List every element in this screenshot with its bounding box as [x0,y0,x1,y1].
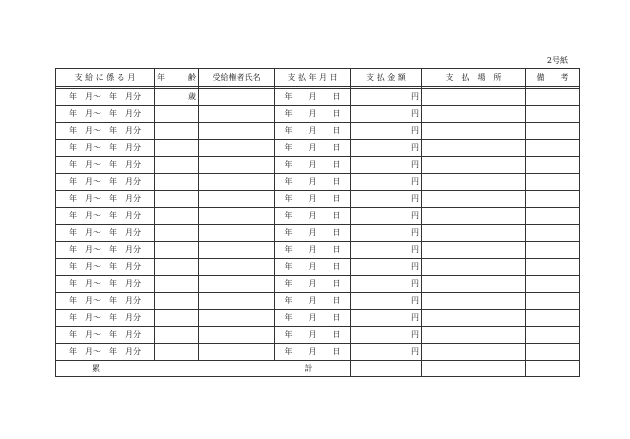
row-age-cell[interactable] [155,106,199,123]
payment-ledger-table [55,68,580,377]
header-place: 支 払 場 所 [422,69,526,87]
row-note-cell[interactable] [526,140,580,157]
row-month-cell: 年 月〜 年 月分 [56,242,155,259]
header-date: 支 払 年 月 日 [275,69,351,87]
row-name-cell[interactable] [199,225,275,242]
row-date-cell[interactable]: 年 月 日 [275,174,351,191]
row-place-cell[interactable] [422,293,526,310]
row-name-cell[interactable] [199,259,275,276]
row-place-cell[interactable] [422,276,526,293]
header-month: 支 給 に 係 る 月 [56,69,155,87]
table-row [56,208,580,225]
row-note-cell[interactable] [526,310,580,327]
row-name-cell[interactable] [199,106,275,123]
table-row [56,225,580,242]
table-row [56,123,580,140]
row-name-cell[interactable] [199,191,275,208]
row-age-cell[interactable] [155,123,199,140]
row-amount-cell[interactable]: 円 [351,157,422,174]
row-month-cell: 年 月〜 年 月分 [56,310,155,327]
table-row [56,344,580,361]
row-amount-cell[interactable]: 円 [351,123,422,140]
row-month-cell: 年 月〜 年 月分 [56,344,155,361]
table-row [56,89,580,106]
row-note-cell[interactable] [526,259,580,276]
row-date-cell[interactable]: 年 月 日 [275,208,351,225]
table-row [56,259,580,276]
row-age-cell[interactable] [155,208,199,225]
row-name-cell[interactable] [199,310,275,327]
row-month-cell: 年 月〜 年 月分 [56,191,155,208]
row-place-cell[interactable] [422,157,526,174]
row-age-cell[interactable] [155,191,199,208]
row-age-cell[interactable] [155,242,199,259]
row-note-cell[interactable] [526,123,580,140]
row-age-cell[interactable] [155,157,199,174]
row-month-cell: 年 月〜 年 月分 [56,327,155,344]
row-place-cell[interactable] [422,140,526,157]
header-amount: 支 払 金 額 [351,69,422,87]
table-row [56,191,580,208]
row-age-cell[interactable] [155,344,199,361]
row-month-cell: 年 月〜 年 月分 [56,106,155,123]
row-name-cell[interactable] [199,327,275,344]
form-number: 2号紙 [546,56,568,65]
row-name-cell[interactable] [199,208,275,225]
row-amount-cell[interactable]: 円 [351,242,422,259]
row-place-cell[interactable] [422,191,526,208]
row-amount-cell[interactable]: 円 [351,344,422,361]
row-place-cell[interactable] [422,225,526,242]
row-date-cell[interactable]: 年 月 日 [275,242,351,259]
row-amount-cell[interactable]: 円 [351,276,422,293]
row-note-cell[interactable] [526,89,580,106]
total-label-left: 累 [56,361,275,377]
row-amount-cell[interactable]: 円 [351,174,422,191]
row-amount-cell[interactable]: 円 [351,89,422,106]
row-age-cell[interactable] [155,140,199,157]
row-place-cell[interactable] [422,123,526,140]
row-note-cell[interactable] [526,225,580,242]
row-note-cell[interactable] [526,276,580,293]
table-row [56,174,580,191]
row-name-cell[interactable] [199,242,275,259]
header-age-right: 齢 [188,73,196,82]
total-note-cell [526,361,580,377]
table-row [56,242,580,259]
row-date-cell[interactable]: 年 月 日 [275,225,351,242]
row-date-cell[interactable]: 年 月 日 [275,106,351,123]
total-amount-cell [351,361,422,377]
row-age-cell[interactable] [155,174,199,191]
row-name-cell[interactable] [199,157,275,174]
row-name-cell[interactable] [199,123,275,140]
row-name-cell[interactable] [199,140,275,157]
row-date-cell[interactable]: 年 月 日 [275,191,351,208]
row-amount-cell[interactable]: 円 [351,106,422,123]
ledger-body [56,87,580,361]
row-amount-cell[interactable]: 円 [351,259,422,276]
row-amount-cell[interactable]: 円 [351,327,422,344]
row-date-cell[interactable]: 年 月 日 [275,140,351,157]
row-note-cell[interactable] [526,157,580,174]
row-place-cell[interactable] [422,259,526,276]
row-age-cell[interactable] [155,276,199,293]
row-date-cell[interactable]: 年 月 日 [275,293,351,310]
row-amount-cell[interactable]: 円 [351,293,422,310]
row-age-cell[interactable] [155,225,199,242]
row-date-cell[interactable]: 年 月 日 [275,259,351,276]
row-place-cell[interactable] [422,344,526,361]
row-place-cell[interactable] [422,106,526,123]
row-month-cell: 年 月〜 年 月分 [56,276,155,293]
row-amount-cell[interactable]: 円 [351,140,422,157]
row-place-cell[interactable] [422,327,526,344]
row-place-cell[interactable] [422,208,526,225]
row-place-cell[interactable] [422,174,526,191]
row-note-cell[interactable] [526,174,580,191]
row-month-cell: 年 月〜 年 月分 [56,157,155,174]
row-note-cell[interactable] [526,242,580,259]
row-date-cell[interactable]: 年 月 日 [275,89,351,106]
row-age-cell[interactable] [155,310,199,327]
row-note-cell[interactable] [526,327,580,344]
row-month-cell: 年 月〜 年 月分 [56,89,155,106]
row-note-cell[interactable] [526,344,580,361]
table-row [56,157,580,174]
table-row [56,310,580,327]
total-label-right: 計 [275,361,351,377]
row-month-cell: 年 月〜 年 月分 [56,259,155,276]
row-date-cell[interactable]: 年 月 日 [275,157,351,174]
row-age-cell[interactable] [155,327,199,344]
row-age-cell[interactable]: 歳 [155,89,199,106]
row-date-cell[interactable]: 年 月 日 [275,344,351,361]
row-place-cell[interactable] [422,89,526,106]
row-amount-cell[interactable]: 円 [351,208,422,225]
table-row [56,327,580,344]
row-place-cell[interactable] [422,242,526,259]
header-name: 受給権者氏名 [199,69,275,87]
row-month-cell: 年 月〜 年 月分 [56,208,155,225]
row-month-cell: 年 月〜 年 月分 [56,140,155,157]
row-date-cell[interactable]: 年 月 日 [275,310,351,327]
row-age-cell[interactable] [155,293,199,310]
row-date-cell[interactable]: 年 月 日 [275,123,351,140]
row-name-cell[interactable] [199,89,275,106]
row-month-cell: 年 月〜 年 月分 [56,123,155,140]
row-age-cell[interactable] [155,259,199,276]
row-note-cell[interactable] [526,191,580,208]
row-place-cell[interactable] [422,310,526,327]
row-note-cell[interactable] [526,106,580,123]
table-row [56,140,580,157]
row-month-cell: 年 月〜 年 月分 [56,225,155,242]
header-note: 備 考 [526,69,580,87]
row-amount-cell[interactable]: 円 [351,225,422,242]
row-note-cell[interactable] [526,293,580,310]
table-row [56,293,580,310]
row-amount-cell[interactable]: 円 [351,310,422,327]
row-name-cell[interactable] [199,276,275,293]
table-row [56,106,580,123]
row-note-cell[interactable] [526,208,580,225]
table-row [56,276,580,293]
header-row [56,69,580,87]
row-amount-cell[interactable]: 円 [351,191,422,208]
row-date-cell[interactable]: 年 月 日 [275,276,351,293]
header-age-left: 年 [157,73,165,82]
row-name-cell[interactable] [199,344,275,361]
row-name-cell[interactable] [199,293,275,310]
row-month-cell: 年 月〜 年 月分 [56,293,155,310]
total-row [56,361,580,377]
header-age [155,69,199,87]
row-month-cell: 年 月〜 年 月分 [56,174,155,191]
total-place-cell [422,361,526,377]
row-date-cell[interactable]: 年 月 日 [275,327,351,344]
row-name-cell[interactable] [199,174,275,191]
